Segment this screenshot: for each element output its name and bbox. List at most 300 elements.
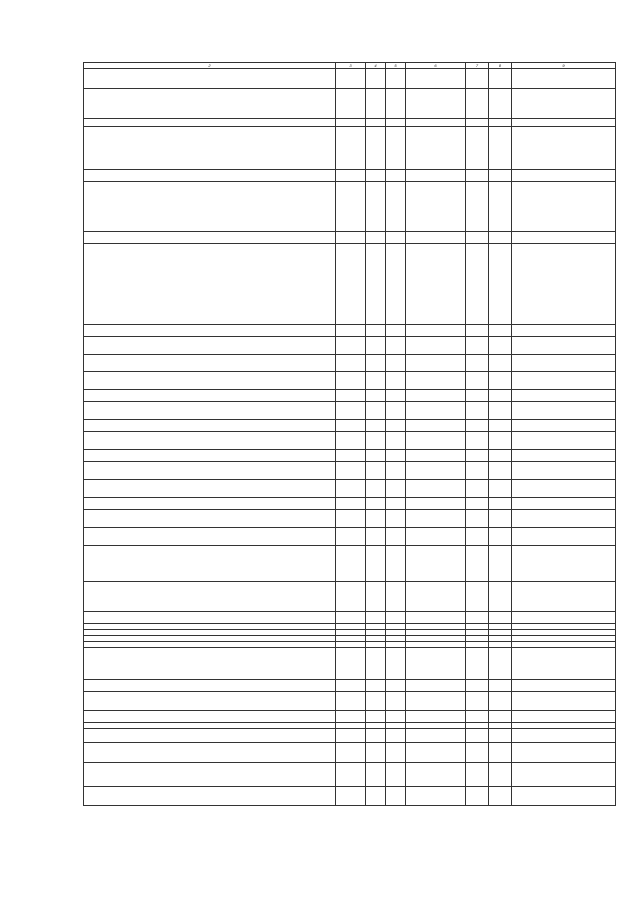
cell-code-1 xyxy=(336,648,366,680)
cell-code-5 xyxy=(466,432,489,450)
cell-code-5 xyxy=(466,743,489,763)
cell-code-2 xyxy=(366,648,386,680)
cell-code-1 xyxy=(336,510,366,528)
cell-name xyxy=(84,450,336,462)
cell-name xyxy=(84,432,336,450)
cell-name xyxy=(84,528,336,546)
cell-name xyxy=(84,182,336,232)
cell-code-6 xyxy=(489,582,512,612)
cell-name xyxy=(84,462,336,480)
cell-code-4 xyxy=(406,729,466,743)
cell-amount xyxy=(512,711,616,723)
cell-code-3 xyxy=(386,355,406,372)
cell-code-2 xyxy=(366,372,386,390)
table-row xyxy=(84,372,616,390)
cell-code-2 xyxy=(366,182,386,232)
cell-code-2 xyxy=(366,582,386,612)
cell-code-6 xyxy=(489,337,512,355)
cell-code-6 xyxy=(489,648,512,680)
cell-code-4 xyxy=(406,390,466,402)
table-row xyxy=(84,127,616,170)
cell-name xyxy=(84,743,336,763)
cell-code-2 xyxy=(366,711,386,723)
cell-code-3 xyxy=(386,462,406,480)
cell-code-3 xyxy=(386,119,406,127)
cell-code-3 xyxy=(386,582,406,612)
cell-code-1 xyxy=(336,420,366,432)
cell-amount xyxy=(512,355,616,372)
cell-amount xyxy=(512,89,616,119)
cell-code-5 xyxy=(466,182,489,232)
cell-code-6 xyxy=(489,546,512,582)
table-row xyxy=(84,420,616,432)
cell-code-6 xyxy=(489,729,512,743)
cell-code-5 xyxy=(466,402,489,420)
cell-amount xyxy=(512,729,616,743)
cell-code-6 xyxy=(489,402,512,420)
cell-code-5 xyxy=(466,692,489,711)
table-row xyxy=(84,325,616,337)
cell-code-6 xyxy=(489,692,512,711)
cell-amount xyxy=(512,337,616,355)
table-row xyxy=(84,648,616,680)
cell-code-2 xyxy=(366,232,386,244)
cell-code-1 xyxy=(336,462,366,480)
cell-code-3 xyxy=(386,711,406,723)
cell-code-1 xyxy=(336,337,366,355)
column-number: 3 xyxy=(336,63,366,69)
table-row xyxy=(84,119,616,127)
cell-code-3 xyxy=(386,390,406,402)
cell-code-4 xyxy=(406,69,466,89)
cell-code-1 xyxy=(336,498,366,510)
cell-code-4 xyxy=(406,244,466,325)
table-row xyxy=(84,763,616,787)
cell-amount xyxy=(512,763,616,787)
cell-code-6 xyxy=(489,612,512,624)
cell-name xyxy=(84,69,336,89)
cell-code-3 xyxy=(386,244,406,325)
cell-code-3 xyxy=(386,498,406,510)
cell-code-3 xyxy=(386,127,406,170)
cell-code-4 xyxy=(406,170,466,182)
cell-code-1 xyxy=(336,480,366,498)
cell-amount xyxy=(512,546,616,582)
cell-code-1 xyxy=(336,729,366,743)
cell-code-2 xyxy=(366,729,386,743)
cell-code-6 xyxy=(489,480,512,498)
cell-code-2 xyxy=(366,69,386,89)
cell-code-6 xyxy=(489,510,512,528)
cell-code-5 xyxy=(466,729,489,743)
cell-code-3 xyxy=(386,546,406,582)
cell-code-3 xyxy=(386,372,406,390)
cell-code-3 xyxy=(386,432,406,450)
cell-code-2 xyxy=(366,480,386,498)
table-row xyxy=(84,546,616,582)
cell-code-5 xyxy=(466,355,489,372)
cell-code-2 xyxy=(366,680,386,692)
table-row xyxy=(84,89,616,119)
cell-name xyxy=(84,402,336,420)
cell-code-1 xyxy=(336,69,366,89)
table-row xyxy=(84,787,616,806)
cell-code-1 xyxy=(336,127,366,170)
budget-table xyxy=(83,62,616,806)
cell-code-2 xyxy=(366,127,386,170)
cell-code-1 xyxy=(336,372,366,390)
cell-code-1 xyxy=(336,232,366,244)
cell-amount xyxy=(512,692,616,711)
cell-code-3 xyxy=(386,743,406,763)
cell-code-2 xyxy=(366,462,386,480)
cell-code-6 xyxy=(489,528,512,546)
cell-code-4 xyxy=(406,680,466,692)
cell-code-2 xyxy=(366,450,386,462)
cell-code-4 xyxy=(406,787,466,806)
cell-code-3 xyxy=(386,787,406,806)
cell-amount xyxy=(512,170,616,182)
cell-name xyxy=(84,648,336,680)
budget-table-body xyxy=(84,63,616,806)
cell-code-5 xyxy=(466,89,489,119)
cell-code-3 xyxy=(386,402,406,420)
cell-code-3 xyxy=(386,420,406,432)
table-row xyxy=(84,480,616,498)
table-row xyxy=(84,432,616,450)
cell-code-4 xyxy=(406,337,466,355)
cell-amount xyxy=(512,232,616,244)
cell-code-3 xyxy=(386,528,406,546)
cell-code-5 xyxy=(466,528,489,546)
cell-code-2 xyxy=(366,390,386,402)
cell-name xyxy=(84,546,336,582)
cell-code-6 xyxy=(489,450,512,462)
cell-code-3 xyxy=(386,450,406,462)
cell-code-5 xyxy=(466,612,489,624)
cell-code-3 xyxy=(386,612,406,624)
cell-code-4 xyxy=(406,582,466,612)
cell-code-6 xyxy=(489,69,512,89)
cell-code-4 xyxy=(406,372,466,390)
cell-amount xyxy=(512,612,616,624)
cell-code-5 xyxy=(466,390,489,402)
cell-name xyxy=(84,355,336,372)
cell-amount xyxy=(512,182,616,232)
cell-code-3 xyxy=(386,337,406,355)
cell-code-1 xyxy=(336,119,366,127)
cell-amount xyxy=(512,582,616,612)
cell-code-1 xyxy=(336,528,366,546)
cell-code-2 xyxy=(366,498,386,510)
cell-amount xyxy=(512,462,616,480)
table-row xyxy=(84,711,616,723)
cell-code-5 xyxy=(466,648,489,680)
cell-code-6 xyxy=(489,432,512,450)
cell-code-4 xyxy=(406,182,466,232)
cell-code-5 xyxy=(466,763,489,787)
cell-name xyxy=(84,729,336,743)
cell-code-2 xyxy=(366,244,386,325)
table-row xyxy=(84,337,616,355)
cell-name xyxy=(84,480,336,498)
cell-code-1 xyxy=(336,711,366,723)
cell-code-1 xyxy=(336,546,366,582)
cell-code-5 xyxy=(466,480,489,498)
cell-code-4 xyxy=(406,648,466,680)
column-number: 2 xyxy=(84,63,336,69)
cell-code-5 xyxy=(466,420,489,432)
cell-code-2 xyxy=(366,787,386,806)
cell-code-1 xyxy=(336,582,366,612)
cell-name xyxy=(84,390,336,402)
cell-code-3 xyxy=(386,325,406,337)
cell-name xyxy=(84,325,336,337)
cell-code-1 xyxy=(336,680,366,692)
cell-amount xyxy=(512,69,616,89)
cell-code-3 xyxy=(386,680,406,692)
cell-code-1 xyxy=(336,170,366,182)
cell-name xyxy=(84,372,336,390)
cell-code-5 xyxy=(466,546,489,582)
cell-amount xyxy=(512,372,616,390)
cell-code-3 xyxy=(386,69,406,89)
cell-code-3 xyxy=(386,648,406,680)
cell-name xyxy=(84,582,336,612)
cell-code-5 xyxy=(466,325,489,337)
table-row xyxy=(84,612,616,624)
cell-name xyxy=(84,119,336,127)
cell-code-5 xyxy=(466,462,489,480)
cell-code-2 xyxy=(366,692,386,711)
cell-code-3 xyxy=(386,692,406,711)
cell-code-4 xyxy=(406,528,466,546)
cell-code-5 xyxy=(466,450,489,462)
cell-code-5 xyxy=(466,510,489,528)
cell-code-1 xyxy=(336,692,366,711)
cell-code-4 xyxy=(406,450,466,462)
table-row xyxy=(84,582,616,612)
cell-code-2 xyxy=(366,170,386,182)
column-number: 6 xyxy=(406,63,466,69)
cell-code-1 xyxy=(336,89,366,119)
cell-code-2 xyxy=(366,402,386,420)
cell-code-6 xyxy=(489,420,512,432)
cell-name xyxy=(84,510,336,528)
cell-code-1 xyxy=(336,787,366,806)
column-number: 4 xyxy=(366,63,386,69)
cell-code-2 xyxy=(366,420,386,432)
cell-amount xyxy=(512,119,616,127)
table-row xyxy=(84,450,616,462)
cell-code-6 xyxy=(489,372,512,390)
cell-code-2 xyxy=(366,325,386,337)
table-row xyxy=(84,244,616,325)
cell-code-6 xyxy=(489,89,512,119)
table-row xyxy=(84,170,616,182)
cell-name xyxy=(84,498,336,510)
table-row xyxy=(84,402,616,420)
cell-code-6 xyxy=(489,355,512,372)
cell-code-2 xyxy=(366,510,386,528)
cell-code-3 xyxy=(386,182,406,232)
cell-code-6 xyxy=(489,127,512,170)
cell-amount xyxy=(512,432,616,450)
column-number: 8 xyxy=(489,63,512,69)
table-row xyxy=(84,355,616,372)
cell-code-6 xyxy=(489,244,512,325)
cell-code-3 xyxy=(386,729,406,743)
cell-amount xyxy=(512,420,616,432)
cell-code-4 xyxy=(406,127,466,170)
cell-code-5 xyxy=(466,680,489,692)
cell-amount xyxy=(512,648,616,680)
cell-code-3 xyxy=(386,232,406,244)
cell-name xyxy=(84,763,336,787)
table-row xyxy=(84,510,616,528)
cell-code-4 xyxy=(406,498,466,510)
cell-code-4 xyxy=(406,480,466,498)
cell-amount xyxy=(512,498,616,510)
table-row xyxy=(84,743,616,763)
cell-code-2 xyxy=(366,763,386,787)
cell-code-4 xyxy=(406,355,466,372)
cell-code-4 xyxy=(406,462,466,480)
cell-code-4 xyxy=(406,432,466,450)
cell-name xyxy=(84,170,336,182)
cell-code-5 xyxy=(466,127,489,170)
cell-code-5 xyxy=(466,244,489,325)
cell-code-1 xyxy=(336,390,366,402)
cell-code-2 xyxy=(366,89,386,119)
cell-code-6 xyxy=(489,498,512,510)
table-row xyxy=(84,182,616,232)
cell-code-2 xyxy=(366,743,386,763)
cell-code-6 xyxy=(489,325,512,337)
cell-name xyxy=(84,711,336,723)
cell-code-4 xyxy=(406,89,466,119)
cell-code-6 xyxy=(489,390,512,402)
cell-code-2 xyxy=(366,546,386,582)
cell-code-1 xyxy=(336,763,366,787)
cell-code-3 xyxy=(386,89,406,119)
cell-code-2 xyxy=(366,119,386,127)
cell-amount xyxy=(512,325,616,337)
cell-code-4 xyxy=(406,763,466,787)
table-row xyxy=(84,729,616,743)
cell-code-2 xyxy=(366,355,386,372)
cell-code-2 xyxy=(366,337,386,355)
column-number: 7 xyxy=(466,63,489,69)
cell-name xyxy=(84,89,336,119)
cell-amount xyxy=(512,450,616,462)
cell-amount xyxy=(512,743,616,763)
cell-amount xyxy=(512,244,616,325)
column-number: 5 xyxy=(386,63,406,69)
cell-amount xyxy=(512,510,616,528)
table-row xyxy=(84,498,616,510)
cell-code-1 xyxy=(336,325,366,337)
cell-amount xyxy=(512,390,616,402)
cell-code-6 xyxy=(489,462,512,480)
cell-code-4 xyxy=(406,743,466,763)
cell-code-6 xyxy=(489,680,512,692)
cell-code-4 xyxy=(406,232,466,244)
cell-name xyxy=(84,232,336,244)
cell-code-4 xyxy=(406,119,466,127)
cell-code-4 xyxy=(406,546,466,582)
cell-code-6 xyxy=(489,763,512,787)
table-row xyxy=(84,692,616,711)
cell-code-1 xyxy=(336,450,366,462)
cell-code-3 xyxy=(386,480,406,498)
cell-code-5 xyxy=(466,337,489,355)
cell-code-6 xyxy=(489,119,512,127)
cell-code-5 xyxy=(466,232,489,244)
cell-name xyxy=(84,680,336,692)
cell-code-4 xyxy=(406,420,466,432)
table-row xyxy=(84,680,616,692)
cell-code-1 xyxy=(336,612,366,624)
cell-name xyxy=(84,612,336,624)
cell-code-4 xyxy=(406,510,466,528)
cell-code-1 xyxy=(336,743,366,763)
cell-code-5 xyxy=(466,582,489,612)
cell-code-1 xyxy=(336,402,366,420)
table-row xyxy=(84,390,616,402)
cell-code-3 xyxy=(386,763,406,787)
cell-amount xyxy=(512,787,616,806)
cell-code-4 xyxy=(406,692,466,711)
cell-code-1 xyxy=(336,182,366,232)
cell-code-6 xyxy=(489,182,512,232)
cell-code-5 xyxy=(466,69,489,89)
cell-code-5 xyxy=(466,787,489,806)
cell-code-5 xyxy=(466,119,489,127)
column-number: 9 xyxy=(512,63,616,69)
cell-code-5 xyxy=(466,372,489,390)
cell-code-5 xyxy=(466,498,489,510)
table-row xyxy=(84,69,616,89)
cell-amount xyxy=(512,528,616,546)
cell-code-6 xyxy=(489,711,512,723)
cell-name xyxy=(84,244,336,325)
cell-code-2 xyxy=(366,528,386,546)
cell-code-2 xyxy=(366,432,386,450)
cell-code-6 xyxy=(489,170,512,182)
cell-code-2 xyxy=(366,612,386,624)
cell-code-4 xyxy=(406,325,466,337)
cell-code-1 xyxy=(336,355,366,372)
cell-code-5 xyxy=(466,711,489,723)
cell-code-1 xyxy=(336,244,366,325)
cell-amount xyxy=(512,127,616,170)
cell-amount xyxy=(512,480,616,498)
cell-amount xyxy=(512,402,616,420)
cell-name xyxy=(84,692,336,711)
cell-name xyxy=(84,337,336,355)
cell-code-3 xyxy=(386,510,406,528)
cell-code-6 xyxy=(489,232,512,244)
cell-code-4 xyxy=(406,711,466,723)
cell-name xyxy=(84,127,336,170)
cell-code-6 xyxy=(489,743,512,763)
cell-amount xyxy=(512,680,616,692)
cell-code-6 xyxy=(489,787,512,806)
table-row xyxy=(84,462,616,480)
cell-code-1 xyxy=(336,432,366,450)
cell-code-4 xyxy=(406,402,466,420)
